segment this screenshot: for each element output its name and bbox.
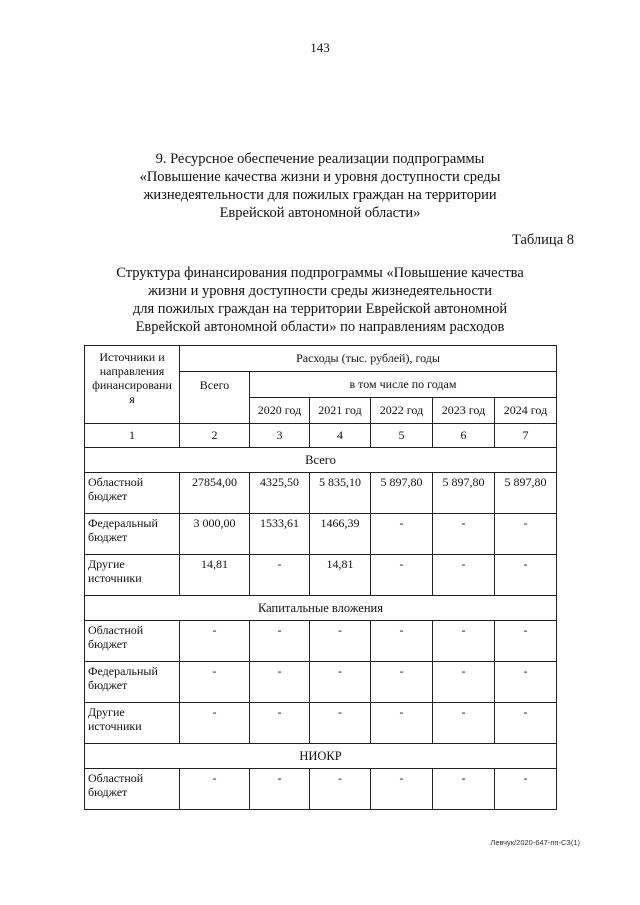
- financing-table: [84, 345, 557, 810]
- section-title-cell: Всего: [85, 448, 557, 473]
- value-cell: -: [495, 662, 557, 703]
- value-cell: -: [433, 703, 495, 744]
- value-cell: -: [495, 555, 557, 596]
- header-total: Всего: [180, 372, 250, 424]
- section-title-cell: Капитальные вложения: [85, 596, 557, 621]
- value-cell: -: [433, 621, 495, 662]
- column-number: 3: [250, 424, 310, 448]
- value-cell: -: [433, 769, 495, 810]
- value-cell: -: [310, 621, 371, 662]
- value-cell: -: [180, 662, 250, 703]
- row-label: Федеральный бюджет: [85, 662, 180, 703]
- value-cell: -: [250, 662, 310, 703]
- value-cell: 1466,39: [310, 514, 371, 555]
- value-cell: -: [433, 514, 495, 555]
- header-expenses: Расходы (тыс. рублей), годы: [180, 346, 557, 372]
- value-cell: -: [310, 769, 371, 810]
- value-cell: -: [495, 703, 557, 744]
- value-cell: -: [250, 621, 310, 662]
- value-cell: 5 897,80: [371, 473, 433, 514]
- value-cell: -: [371, 662, 433, 703]
- value-cell: -: [433, 662, 495, 703]
- value-cell: -: [495, 769, 557, 810]
- section-row: [85, 744, 557, 769]
- column-number: 7: [495, 424, 557, 448]
- header-by-years: в том числе по годам: [250, 372, 557, 398]
- table-label: Таблица 8: [511, 232, 574, 248]
- table-row: [85, 555, 557, 596]
- value-cell: -: [310, 662, 371, 703]
- header-source: Источники и направления финансировани я: [85, 346, 180, 424]
- footer-code: Левчук/2020-647-пп-СЗ(1): [490, 838, 580, 847]
- value-cell: 5 835,10: [310, 473, 371, 514]
- header-year: 2022 год: [371, 398, 433, 424]
- value-cell: -: [433, 555, 495, 596]
- row-label: Другие источники: [85, 703, 180, 744]
- column-number: 4: [310, 424, 371, 448]
- row-label: Федеральный бюджет: [85, 514, 180, 555]
- column-number: 2: [180, 424, 250, 448]
- value-cell: -: [250, 703, 310, 744]
- value-cell: -: [250, 555, 310, 596]
- table-caption-line: жизни и уровня доступности среды жизнедеятельности: [148, 283, 492, 299]
- value-cell: -: [495, 514, 557, 555]
- value-cell: 27854,00: [180, 473, 250, 514]
- table-row: [85, 662, 557, 703]
- value-cell: 1533,61: [250, 514, 310, 555]
- value-cell: 14,81: [310, 555, 371, 596]
- table-row: [85, 769, 557, 810]
- page-number: 143: [310, 40, 330, 55]
- section-title-line: «Повышение качества жизни и уровня доступности среды: [139, 169, 501, 185]
- column-number: 1: [85, 424, 180, 448]
- value-cell: 5 897,80: [433, 473, 495, 514]
- section-row: [85, 596, 557, 621]
- value-cell: 4325,50: [250, 473, 310, 514]
- row-label: Областной бюджет: [85, 621, 180, 662]
- value-cell: -: [180, 703, 250, 744]
- section-title-line: 9. Ресурсное обеспечение реализации подпрограммы: [155, 151, 485, 167]
- table-caption-line: Структура финансирования подпрограммы «Повышение качества: [116, 265, 524, 281]
- table-row: [85, 621, 557, 662]
- value-cell: -: [371, 621, 433, 662]
- header-year: 2023 год: [433, 398, 495, 424]
- section-title-cell: НИОКР: [85, 744, 557, 769]
- column-number: 6: [433, 424, 495, 448]
- value-cell: -: [371, 769, 433, 810]
- row-label: Областной бюджет: [85, 473, 180, 514]
- section-title: [110, 150, 530, 222]
- value-cell: 3 000,00: [180, 514, 250, 555]
- table-caption-line: Еврейской автономной области» по направлениям расходов: [135, 319, 505, 335]
- section-row: [85, 448, 557, 473]
- value-cell: -: [180, 621, 250, 662]
- section-title-line: жизнедеятельности для пожилых граждан на территории: [143, 187, 497, 203]
- table-caption-line: для пожилых граждан на территории Еврейской автономной: [132, 301, 508, 317]
- value-cell: -: [495, 621, 557, 662]
- section-title-line: Еврейской автономной области»: [219, 205, 421, 221]
- header-year: 2021 год: [310, 398, 371, 424]
- value-cell: -: [250, 769, 310, 810]
- column-number: 5: [371, 424, 433, 448]
- value-cell: -: [371, 703, 433, 744]
- row-label: Областной бюджет: [85, 769, 180, 810]
- value-cell: 5 897,80: [495, 473, 557, 514]
- table-row: [85, 703, 557, 744]
- row-label: Другие источники: [85, 555, 180, 596]
- table-row: [85, 473, 557, 514]
- table-caption: [95, 264, 545, 336]
- value-cell: -: [180, 769, 250, 810]
- value-cell: -: [371, 555, 433, 596]
- value-cell: -: [371, 514, 433, 555]
- value-cell: -: [310, 703, 371, 744]
- table-row: [85, 514, 557, 555]
- header-year: 2024 год: [495, 398, 557, 424]
- value-cell: 14,81: [180, 555, 250, 596]
- header-year: 2020 год: [250, 398, 310, 424]
